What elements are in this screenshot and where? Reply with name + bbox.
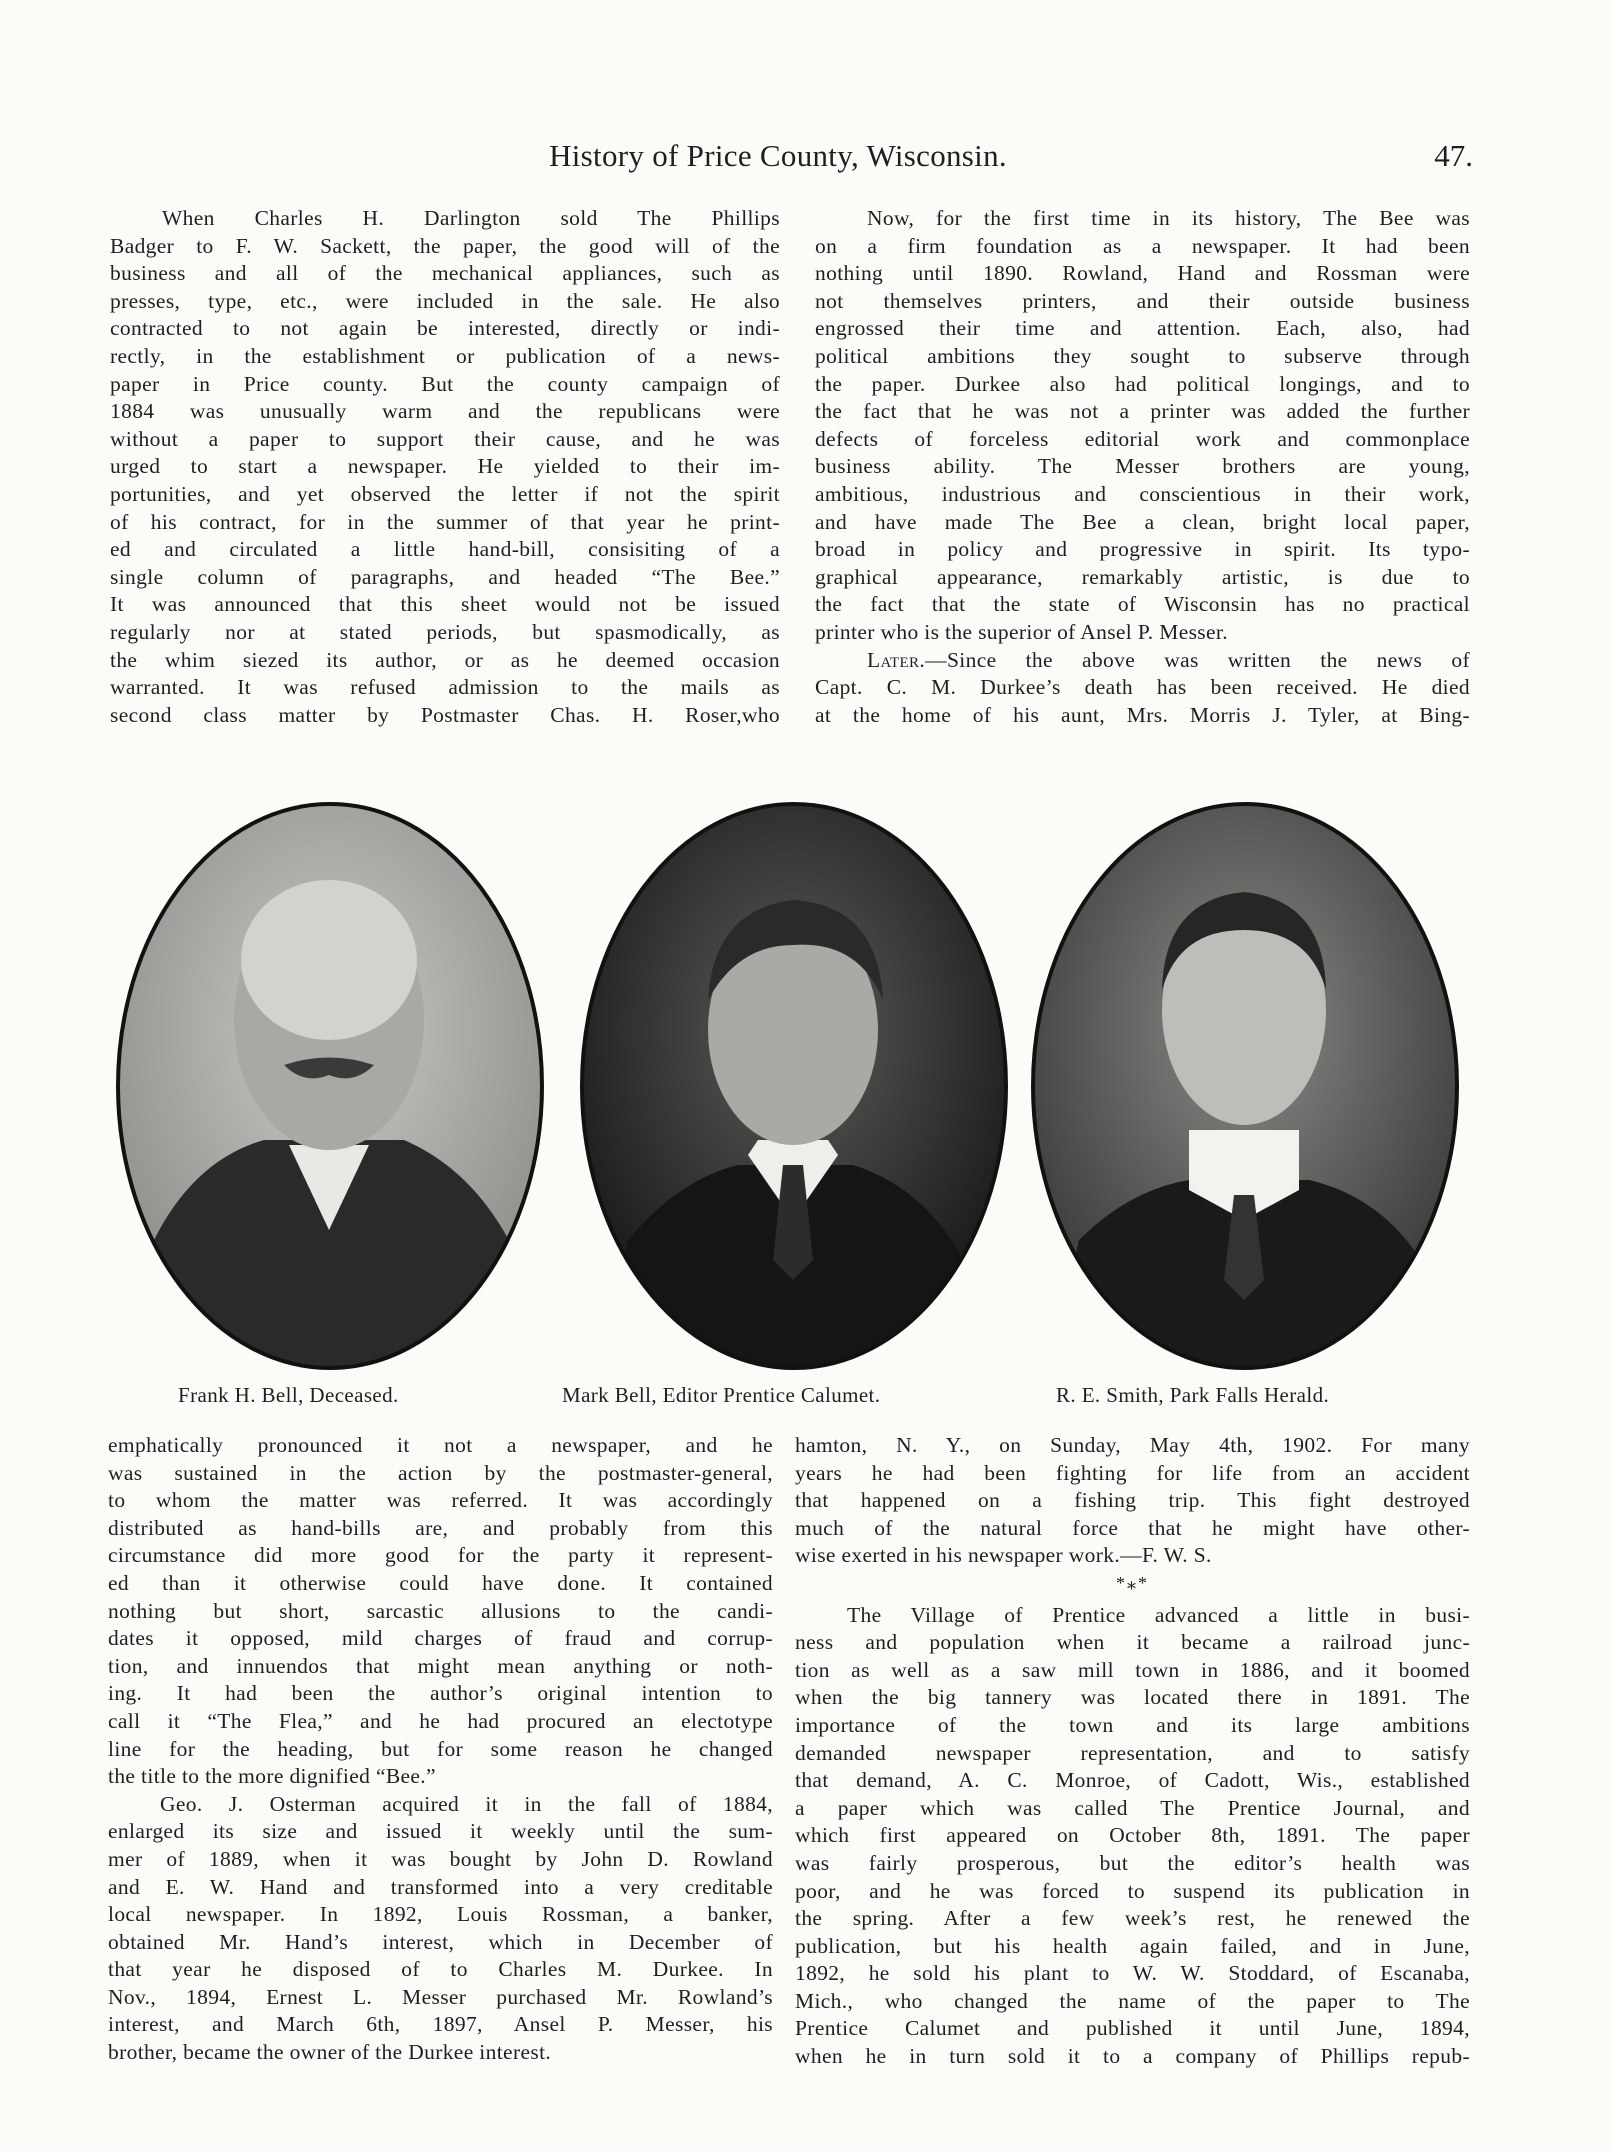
text-line: second class matter by Postmaster Chas. H. Roser,who (110, 702, 780, 727)
paragraph (815, 647, 1470, 730)
text-line: ambitious, industrious and conscientious in their work, (815, 481, 1470, 506)
text-line: was sustained in the action by the postmaster-general, (108, 1460, 773, 1485)
text-line: a paper which was called The Prentice Journal, and (795, 1795, 1470, 1820)
text-line: the title to the more dignified “Bee.” (108, 1764, 436, 1789)
text-line: publication, but his health again failed, and in June, (795, 1933, 1470, 1958)
text-line: was fairly prosperous, but the editor’s health was (795, 1850, 1470, 1875)
text-line: demanded newspaper representation, and to satisfy (795, 1740, 1470, 1765)
text-line: contracted to not again be interested, directly or indi- (110, 316, 780, 341)
paragraph (108, 1791, 773, 2067)
text-line: paper in Price county. But the county campaign of (110, 371, 780, 396)
text-line: portunities, and yet observed the letter if not the spirit (110, 481, 780, 506)
top-left-column (110, 205, 780, 729)
text-line: that happened on a fishing trip. This fight destroyed (795, 1488, 1470, 1513)
text-line: Prentice Calumet and published it until June, 1894, (795, 2016, 1470, 2041)
text-line: nothing until 1890. Rowland, Hand and Rossman were (815, 261, 1470, 286)
text-line: the fact that he was not a printer was added the further (815, 399, 1470, 424)
text-line: defects of forceless editorial work and commonplace (815, 426, 1470, 451)
text-line: single column of paragraphs, and headed “The Bee.” (110, 564, 780, 589)
text-line: when he in turn sold it to a company of Phillips repub- (795, 2044, 1470, 2069)
portrait-r-e-smith (1029, 800, 1461, 1372)
text-line: importance of the town and its large ambitions (795, 1712, 1470, 1737)
text-line: business ability. The Messer brothers are young, (815, 454, 1470, 479)
bottom-right-column (795, 1432, 1470, 2071)
paragraph-group (795, 1432, 1470, 1570)
text-line: call it “The Flea,” and he had procured an electotype (108, 1708, 773, 1733)
text-line: dates it opposed, mild charges of fraud and corrup- (108, 1626, 773, 1651)
text-line: Capt. C. M. Durkee’s death has been received. He died (815, 675, 1470, 700)
portrait-frank-h-bell (114, 800, 546, 1372)
text-line: enlarged its size and issued it weekly until the sum- (108, 1819, 773, 1844)
text-line: ing. It had been the author’s original intention to (108, 1681, 773, 1706)
text-line: when the big tannery was located there in 1891. The (795, 1685, 1470, 1710)
text-line: and E. W. Hand and transformed into a very creditable (108, 1874, 773, 1899)
text-line: that demand, A. C. Monroe, of Cadott, Wis., established (795, 1768, 1470, 1793)
text-line: to whom the matter was referred. It was accordingly (108, 1488, 773, 1513)
text-line: brother, became the owner of the Durkee interest. (108, 2040, 552, 2065)
text-line: printer who is the superior of Ansel P. Messer. (815, 619, 1228, 644)
text-line: obtained Mr. Hand’s interest, which in December of (108, 1929, 773, 1954)
text-line: tion as well as a saw mill town in 1886, and it boomed (795, 1657, 1470, 1682)
lead-in-word: Later. (867, 647, 926, 672)
text-line: The Village of Prentice advanced a little in busi- (847, 1602, 1470, 1627)
bottom-left-column (108, 1432, 773, 2067)
paragraph (815, 205, 1470, 647)
text-line (815, 647, 1470, 675)
section-separator-asterism: *⁎* (1116, 1572, 1149, 1593)
text-line: business and all of the mechanical appliances, such as (110, 261, 780, 286)
text-line: the fact that the state of Wisconsin has no practical (815, 592, 1470, 617)
text-line: ed and circulated a little hand-bill, consisiting of a (110, 537, 780, 562)
text-line: wise exerted in his newspaper work.—F. W. S. (795, 1543, 1212, 1568)
text-line: not themselves printers, and their outside business (815, 288, 1470, 313)
text-line: hamton, N. Y., on Sunday, May 4th, 1902. For many (795, 1433, 1470, 1457)
text-line: years he had been fighting for life from an accident (795, 1460, 1470, 1485)
text-line: It was announced that this sheet would not be issued (110, 592, 780, 617)
portrait-caption: R. E. Smith, Park Falls Herald. (1056, 1383, 1330, 1407)
text-line: circumstance did more good for the party it represent- (108, 1543, 773, 1568)
paragraph (108, 1432, 773, 1791)
text-line: ness and population when it became a railroad junc- (795, 1630, 1470, 1655)
text-line: Geo. J. Osterman acquired it in the fall of 1884, (160, 1791, 773, 1816)
text-line: nothing but short, sarcastic allusions to the candi- (108, 1598, 773, 1623)
text-line: the whim siezed its author, or as he deemed occasion (110, 647, 780, 672)
portrait-caption: Frank H. Bell, Deceased. (178, 1383, 399, 1407)
text-line: regularly nor at stated periods, but spasmodically, as (110, 619, 780, 644)
text-line: When Charles H. Darlington sold The Phillips (162, 206, 780, 230)
text-line: on a firm foundation as a newspaper. It had been (815, 233, 1470, 258)
page-number: 47. (1434, 138, 1473, 173)
paragraph-group (795, 1602, 1470, 2071)
text-line: much of the natural force that he might have other- (795, 1515, 1470, 1540)
text-line: distributed as hand-bills are, and probably from this (108, 1515, 773, 1540)
text-line: Now, for the first time in its history, The Bee was (867, 206, 1470, 230)
text-line: poor, and he was forced to suspend its publication in (795, 1878, 1470, 1903)
text-line: line for the heading, but for some reason he changed (108, 1736, 773, 1761)
text-line: which first appeared on October 8th, 1891. The paper (795, 1823, 1470, 1848)
text-line: local newspaper. In 1892, Louis Rossman, a banker, (108, 1902, 773, 1927)
text-line: ed than it otherwise could have done. It contained (108, 1570, 773, 1595)
text-line: urged to start a newspaper. He yielded to their im- (110, 454, 780, 479)
text-line: mer of 1889, when it was bought by John D. Rowland (108, 1846, 773, 1871)
text-line: without a paper to support their cause, and he was (110, 426, 780, 451)
text-line: and have made The Bee a clean, bright local paper, (815, 509, 1470, 534)
text-line-rest: —Since the above was written the news of (925, 647, 1470, 672)
text-line: Badger to F. W. Sackett, the paper, the good will of the (110, 233, 780, 258)
portrait-mark-bell (578, 800, 1010, 1372)
paragraph (110, 205, 780, 729)
text-line: tion, and innuendos that might mean anything or noth- (108, 1653, 773, 1678)
text-line: 1884 was unusually warm and the republicans were (110, 399, 780, 424)
text-line: of his contract, for in the summer of that year he print- (110, 509, 780, 534)
text-line: political ambitions they sought to subserve through (815, 343, 1470, 368)
portrait-caption: Mark Bell, Editor Prentice Calumet. (562, 1383, 881, 1407)
text-line: emphatically pronounced it not a newspaper, and he (108, 1433, 773, 1457)
text-line: Mich., who changed the name of the paper to The (795, 1988, 1470, 2013)
text-line: at the home of his aunt, Mrs. Morris J. Tyler, at Bing- (815, 702, 1470, 727)
text-line: interest, and March 6th, 1897, Ansel P. Messer, his (108, 2012, 773, 2037)
text-line: the paper. Durkee also had political longings, and to (815, 371, 1470, 396)
text-line: 1892, he sold his plant to W. W. Stoddard, of Escanaba, (795, 1961, 1470, 1986)
paragraph (795, 1432, 1470, 1570)
text-line: graphical appearance, remarkably artistic, is due to (815, 564, 1470, 589)
text-line: Nov., 1894, Ernest L. Messer purchased Mr. Rowland’s (108, 1984, 773, 2009)
text-line: the spring. After a few week’s rest, he renewed the (795, 1906, 1470, 1931)
text-line: that year he disposed of to Charles M. Durkee. In (108, 1957, 773, 1982)
text-line: rectly, in the establishment or publication of a news- (110, 343, 780, 368)
text-line: engrossed their time and attention. Each, also, had (815, 316, 1470, 341)
text-line: presses, type, etc., were included in the sale. He also (110, 288, 780, 313)
text-line: warranted. It was refused admission to the mails as (110, 675, 780, 700)
text-line: broad in policy and progressive in spirit. Its typo- (815, 537, 1470, 562)
top-right-column (815, 205, 1470, 729)
paragraph (795, 1602, 1470, 2071)
running-header-title: History of Price County, Wisconsin. (549, 138, 1007, 173)
